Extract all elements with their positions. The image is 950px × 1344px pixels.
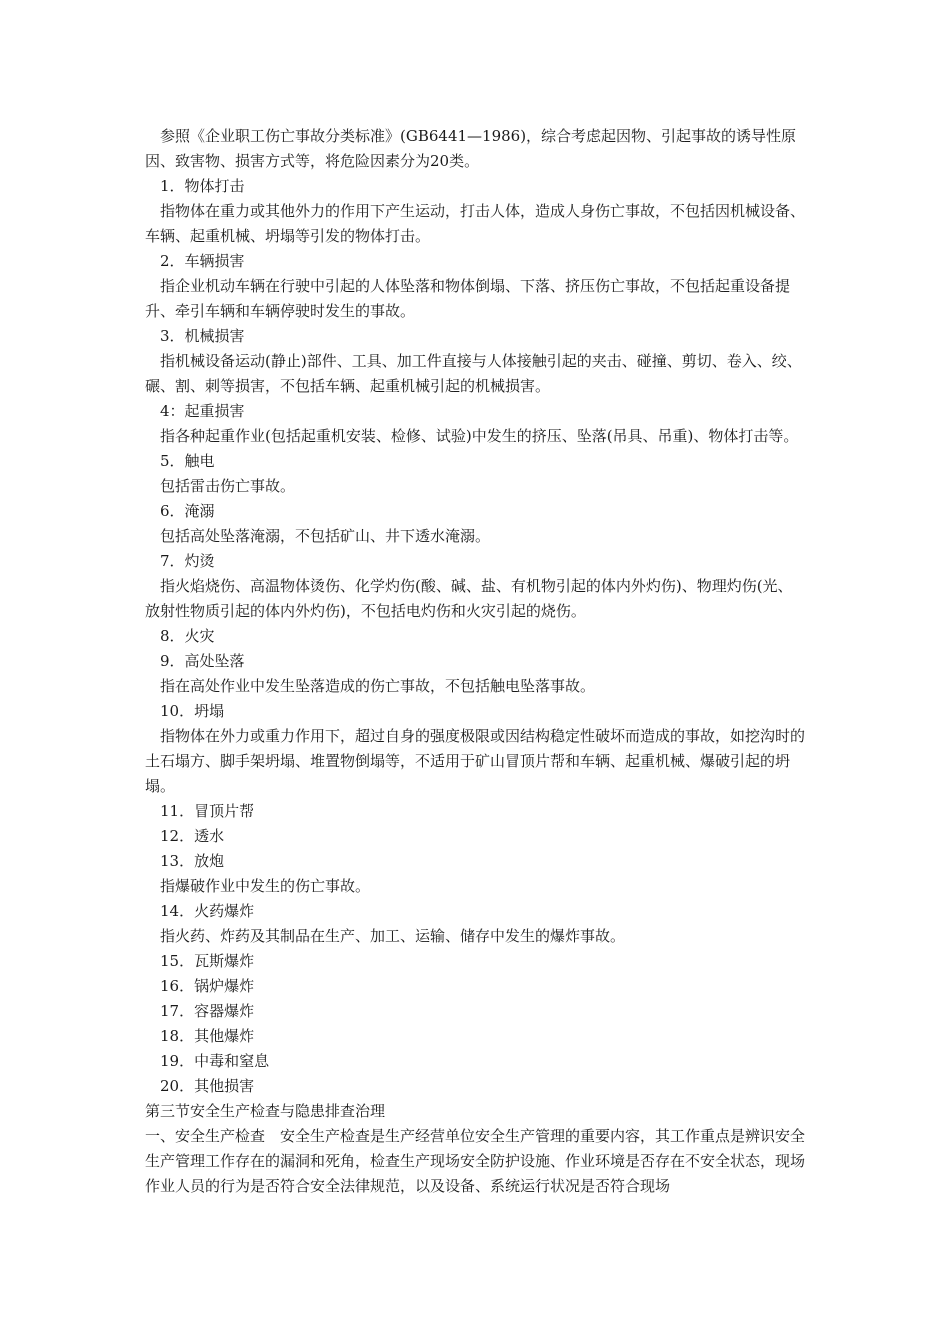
item-body-5: 包括雷击伤亡事故。 — [160, 477, 296, 495]
item-heading-4: 4：起重损害 — [160, 402, 245, 420]
item-heading-18: 18．其他爆炸 — [160, 1027, 255, 1045]
item-heading-5: 5．触电 — [160, 452, 215, 470]
item-heading-19: 19．中毒和窒息 — [160, 1052, 270, 1070]
item-body-6: 包括高处坠落淹溺，不包括矿山、井下透水淹溺。 — [160, 527, 491, 545]
item-body-13: 指爆破作业中发生的伤亡事故。 — [160, 877, 371, 895]
item-heading-7: 7．灼烫 — [160, 552, 215, 570]
item-heading-10: 10．坍塌 — [160, 702, 225, 720]
item-heading-12: 12．透水 — [160, 827, 225, 845]
item-heading-15: 15．瓦斯爆炸 — [160, 952, 255, 970]
item-heading-16: 16．锅炉爆炸 — [160, 977, 255, 995]
item-heading-11: 11．冒顶片帮 — [160, 802, 255, 820]
item-heading-20: 20．其他损害 — [160, 1077, 255, 1095]
item-heading-3: 3．机械损害 — [160, 327, 245, 345]
item-heading-14: 14．火药爆炸 — [160, 902, 255, 920]
section-body: 一、安全生产检查 安全生产检查是生产经营单位安全生产管理的重要内容，其工作重点是辨识安全生产管理工作存在的漏洞和死角，检查生产现场安全防护设施、作业环境是否存在不安全状态，现场作业人员的行为是否符合安全法律规范，以及设备、系统运行状况是否符合现场 — [145, 1127, 806, 1195]
item-heading-13: 13．放炮 — [160, 852, 225, 870]
document-page — [145, 124, 805, 1199]
item-body-10: 指物体在外力或重力作用下，超过自身的强度极限或因结构稳定性破坏而造成的事故，如挖沟时的土石塌方、脚手架坍塌、堆置物倒塌等，不适用于矿山冒顶片帮和车辆、起重机械、爆破引起的坍塌。 — [145, 727, 806, 795]
item-body-14: 指火药、炸药及其制品在生产、加工、运输、储存中发生的爆炸事故。 — [160, 927, 626, 945]
item-body-4: 指各种起重作业(包括起重机安装、检修、试验)中发生的挤压、坠落(吊具、吊重)、物体打击等。 — [160, 427, 799, 445]
intro-paragraph: 参照《企业职工伤亡事故分类标准》(GB6441—1986)，综合考虑起因物、引起事故的诱导性原因、致害物、损害方式等，将危险因素分为20类。 — [145, 127, 797, 170]
item-heading-8: 8．火灾 — [160, 627, 215, 645]
item-body-1: 指物体在重力或其他外力的作用下产生运动，打击人体，造成人身伤亡事故，不包括因机械设备、车辆、起重机械、坍塌等引发的物体打击。 — [145, 202, 806, 245]
item-heading-9: 9．高处坠落 — [160, 652, 245, 670]
item-body-9: 指在高处作业中发生坠落造成的伤亡事故，不包括触电坠落事故。 — [160, 677, 596, 695]
item-heading-6: 6．淹溺 — [160, 502, 215, 520]
item-body-7: 指火焰烧伤、高温物体烫伤、化学灼伤(酸、碱、盐、有机物引起的体内外灼伤)、物理灼伤(光、放射性物质引起的体内外灼伤)，不包括电灼伤和火灾引起的烧伤。 — [145, 577, 793, 620]
item-body-2: 指企业机动车辆在行驶中引起的人体坠落和物体倒塌、下落、挤压伤亡事故，不包括起重设备提升、牵引车辆和车辆停驶时发生的事故。 — [145, 277, 791, 320]
item-body-3: 指机械设备运动(静止)部件、工具、加工件直接与人体接触引起的夹击、碰撞、剪切、卷入、绞、碾、割、刺等损害，不包括车辆、起重机械引起的机械损害。 — [145, 352, 802, 395]
item-heading-17: 17．容器爆炸 — [160, 1002, 255, 1020]
item-heading-2: 2．车辆损害 — [160, 252, 245, 270]
item-heading-1: 1．物体打击 — [160, 177, 245, 195]
section-heading: 第三节安全生产检查与隐患排查治理 — [145, 1102, 386, 1120]
